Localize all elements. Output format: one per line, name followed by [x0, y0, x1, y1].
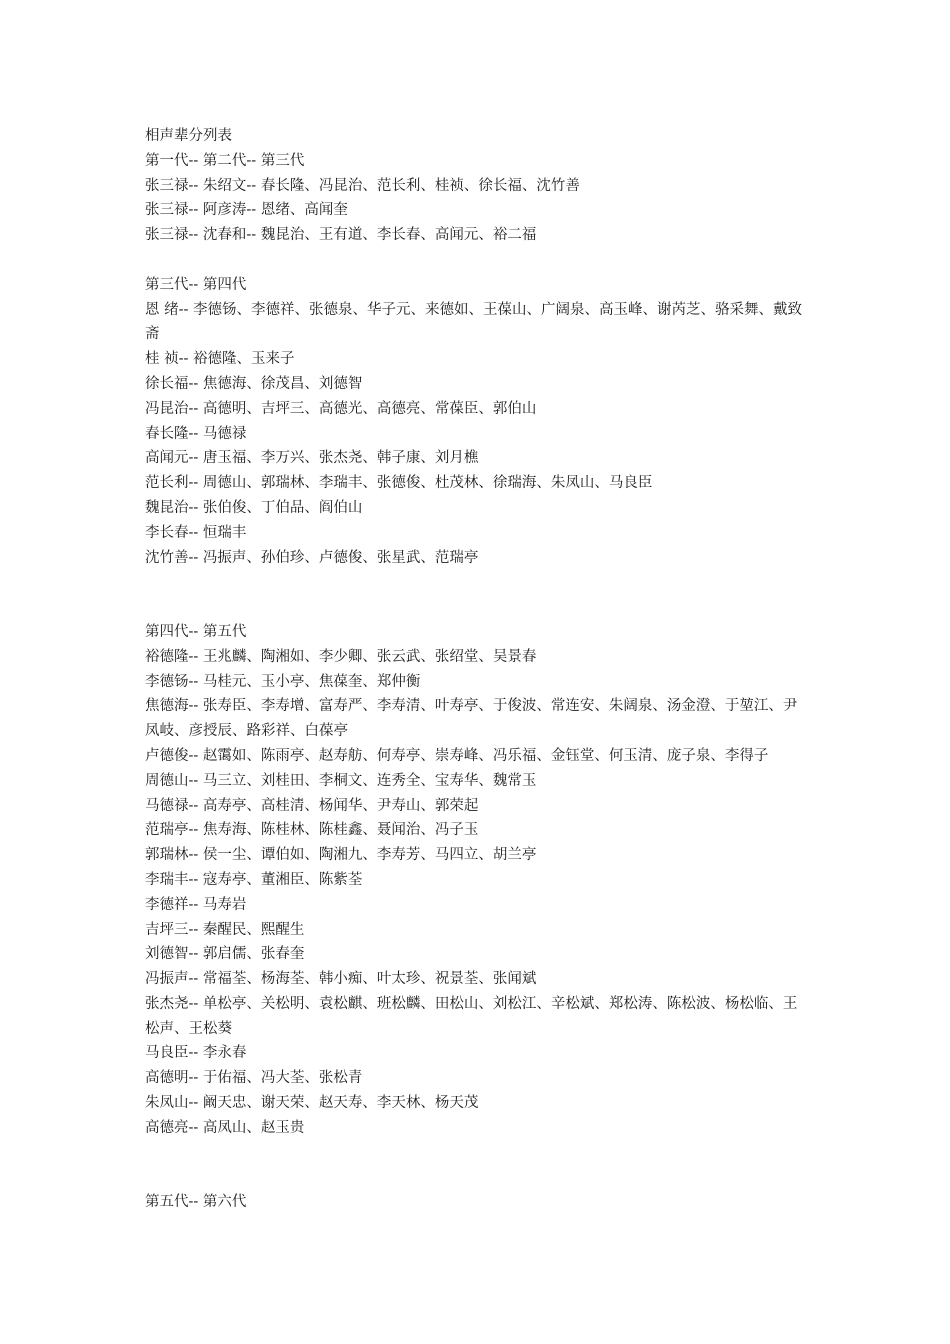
lineage-line: 范长利-- 周德山、郭瑞林、李瑞丰、张德俊、杜茂林、徐瑞海、朱凤山、马良臣	[145, 475, 653, 492]
section-header: 第五代-- 第六代	[145, 1194, 247, 1211]
section-spacer	[145, 570, 810, 620]
lineage-line: 刘德智-- 郭启儒、张春奎	[145, 946, 305, 963]
lineage-line: 马德禄-- 高寿亭、高桂清、杨闻华、尹寿山、郭荣起	[145, 797, 479, 814]
lineage-line: 恩 绪-- 李德钖、李德祥、张德泉、华子元、来德如、王葆山、广阔泉、高玉峰、谢芮芝、骆采舞、戴致斋	[145, 301, 803, 343]
section-header: 第三代-- 第四代	[145, 276, 247, 293]
lineage-line: 张三禄-- 沈春和-- 魏昆治、王有道、李长春、高闻元、裕二福	[145, 227, 537, 244]
lineage-line: 沈竹善-- 冯振声、孙伯珍、卢德俊、张星武、范瑞亭	[145, 549, 479, 566]
lineage-line: 李德祥-- 马寿岩	[145, 896, 247, 913]
lineage-line: 张杰尧-- 单松亭、关松明、袁松麒、班松麟、田松山、刘松江、辛松斌、郑松涛、陈松波、杨松临、王松声、王松葵	[145, 995, 798, 1037]
lineage-line: 李长春-- 恒瑞丰	[145, 524, 247, 541]
lineage-line: 范瑞亭-- 焦寿海、陈桂林、陈桂鑫、聂闻治、冯子玉	[145, 822, 479, 839]
lineage-line: 魏昆治-- 张伯俊、丁伯品、阎伯山	[145, 499, 363, 516]
lineage-line: 高德亮-- 高凤山、赵玉贵	[145, 1119, 305, 1136]
lineage-line: 吉坪三-- 秦醒民、熙醒生	[145, 921, 305, 938]
lineage-line: 卢德俊-- 赵霭如、陈雨亭、赵寿舫、何寿亭、崇寿峰、冯乐福、金钰堂、何玉清、庞子泉、李得子	[145, 747, 769, 764]
lineage-line: 桂 祯-- 裕德隆、玉来子	[145, 351, 295, 368]
section-spacer	[145, 248, 810, 273]
section-spacer	[145, 1141, 810, 1191]
document-title: 相声辈分列表	[145, 128, 232, 144]
lineage-line: 高德明-- 于佑福、冯大荃、张松青	[145, 1070, 363, 1087]
section-header: 第一代-- 第二代-- 第三代	[145, 152, 305, 169]
lineage-line: 马良臣-- 李永春	[145, 1045, 247, 1062]
lineage-line: 徐长福-- 焦德海、徐茂昌、刘德智	[145, 375, 363, 392]
lineage-line: 冯振声-- 常福荃、杨海荃、韩小痴、叶太珍、祝景荃、张闻斌	[145, 971, 537, 988]
section-header: 第四代-- 第五代	[145, 623, 247, 640]
lineage-line: 李瑞丰-- 寇寿亭、董湘臣、陈紫荃	[145, 871, 363, 888]
lineage-line: 张三禄-- 朱绍文-- 春长隆、冯昆治、范长利、桂祯、徐长福、沈竹善	[145, 177, 580, 194]
lineage-line: 朱凤山-- 阚天忠、谢天荣、赵天寿、李天林、杨天茂	[145, 1095, 479, 1112]
lineage-line: 冯昆治-- 高德明、吉坪三、高德光、高德亮、常葆臣、郭伯山	[145, 400, 537, 417]
lineage-line: 郭瑞林-- 侯一尘、谭伯如、陶湘九、李寿芳、马四立、胡兰亭	[145, 847, 537, 864]
document-body	[145, 124, 810, 1215]
lineage-line: 高闻元-- 唐玉福、李万兴、张杰尧、韩子康、刘月樵	[145, 450, 479, 467]
lineage-line: 裕德隆-- 王兆麟、陶湘如、李少卿、张云武、张绍堂、吴景春	[145, 648, 537, 665]
lineage-line: 焦德海-- 张寿臣、李寿增、富寿严、李寿清、叶寿亭、于俊波、常连安、朱阔泉、汤金澄、于堃江、尹凤岐、彦授辰、路彩祥、白葆亭	[145, 698, 798, 740]
lineage-line: 张三禄-- 阿彦涛-- 恩绪、高闻奎	[145, 202, 348, 219]
lineage-line: 周德山-- 马三立、刘桂田、李桐文、连秀全、宝寿华、魏常玉	[145, 772, 537, 789]
lineage-line: 春长隆-- 马德禄	[145, 425, 247, 442]
lineage-line: 李德钖-- 马桂元、玉小亭、焦葆奎、郑仲衡	[145, 673, 421, 690]
